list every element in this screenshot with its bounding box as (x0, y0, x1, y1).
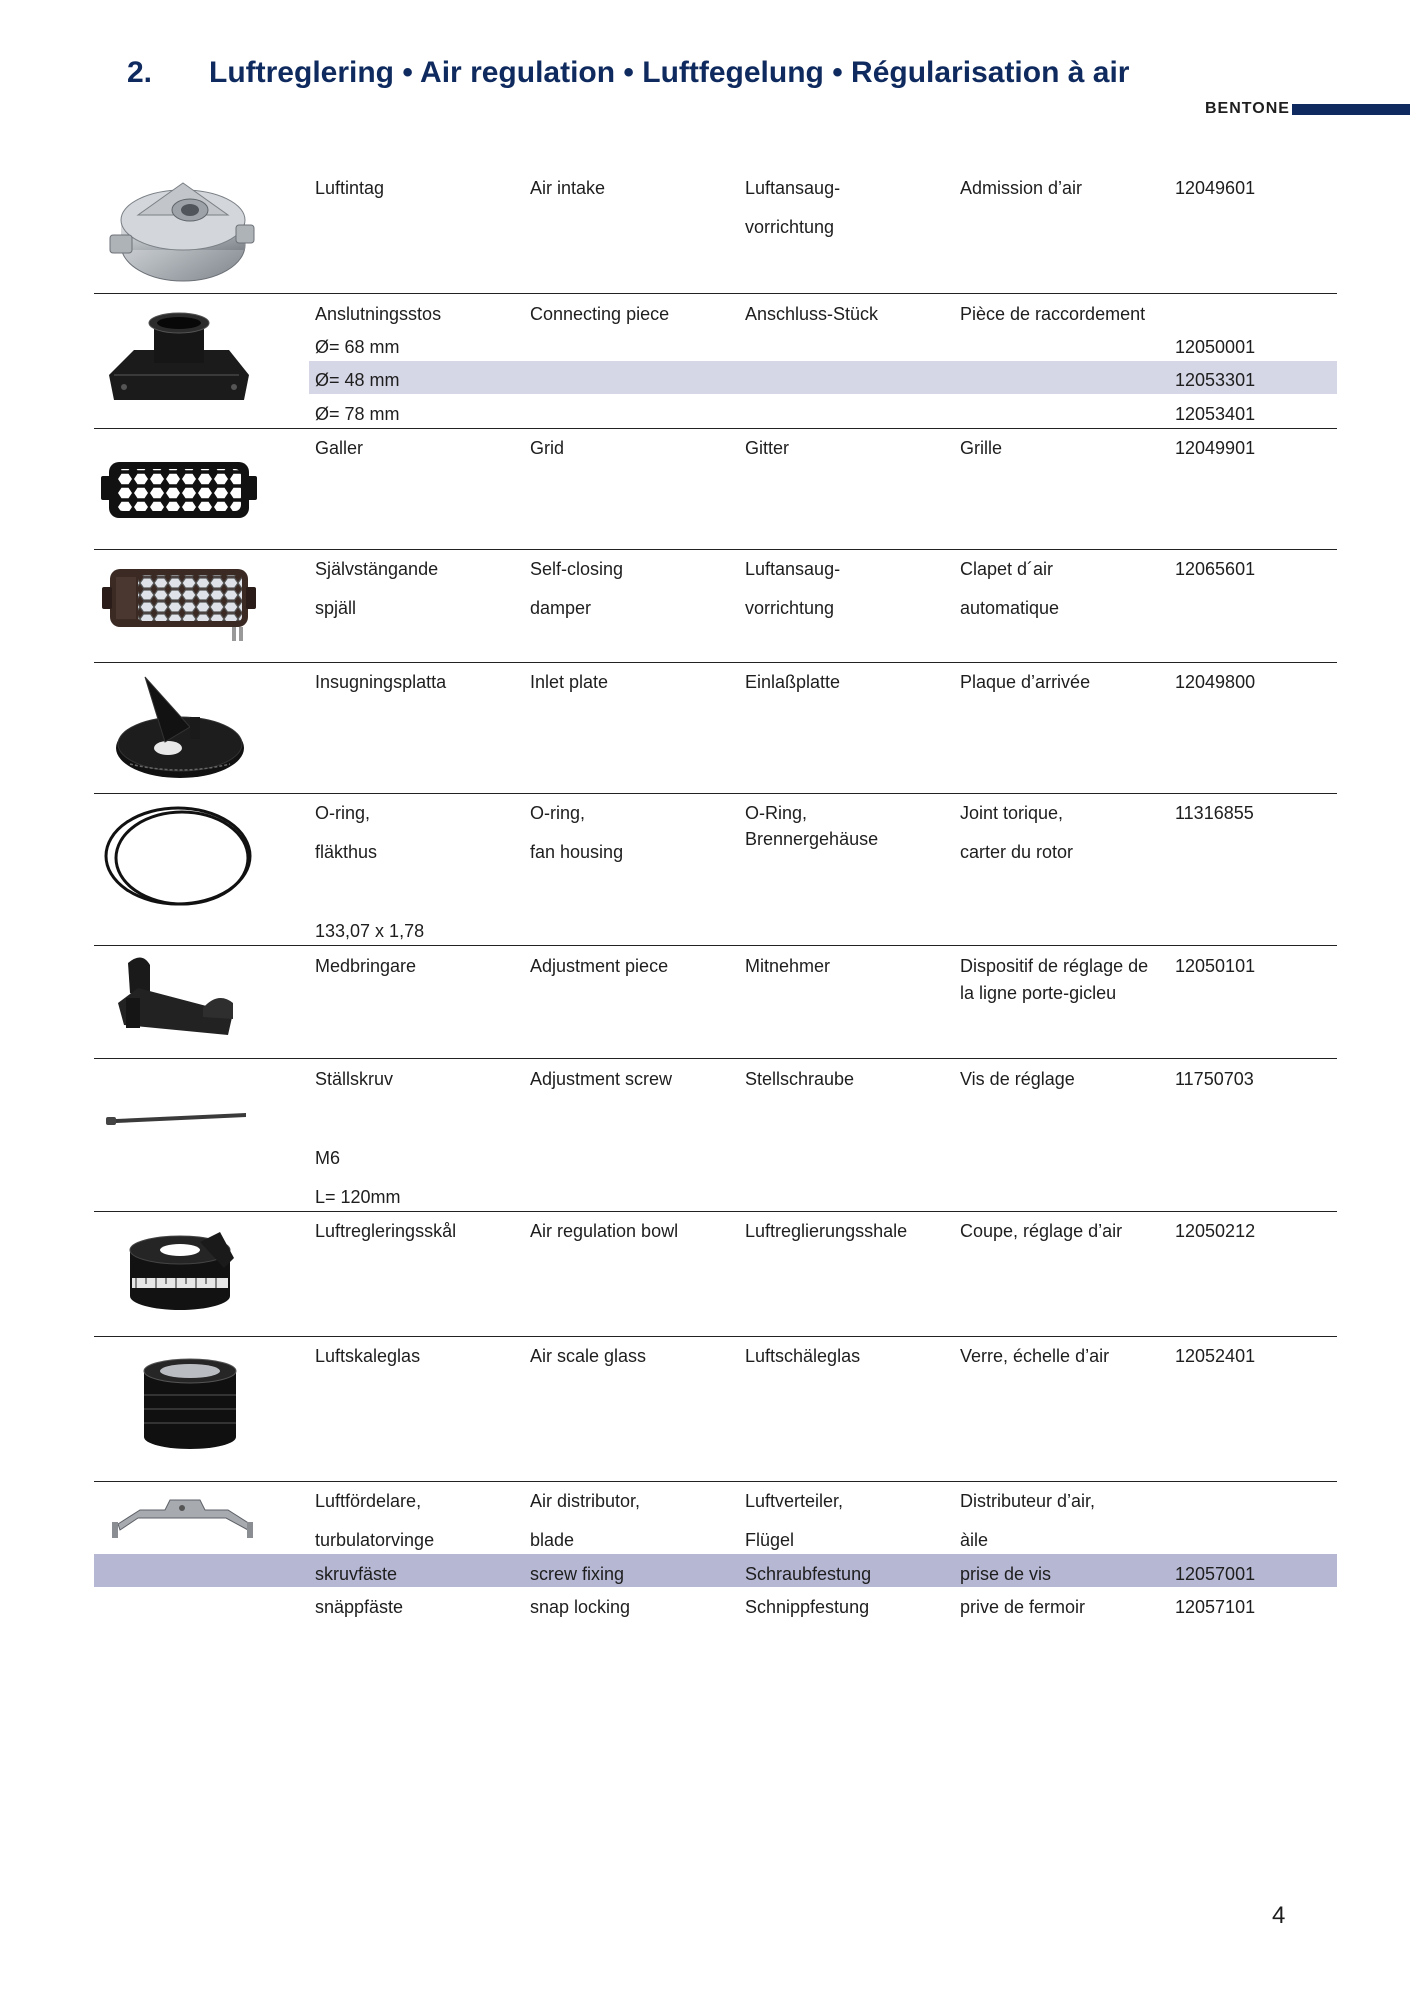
row-air-regulation-bowl-part-no: 12050212 (1175, 1221, 1256, 1241)
row-inlet-plate-fr: Plaque d’arrivée (960, 672, 1091, 692)
row-air-scale-glass-en: Air scale glass (530, 1346, 647, 1366)
row-air-regulation-bowl-en: Air regulation bowl (530, 1221, 679, 1241)
row-air-intake-de-1: Luftansaug- (745, 178, 841, 198)
row-air-scale-glass-part-no: 12052401 (1175, 1346, 1256, 1366)
connecting-piece-photo (104, 305, 254, 410)
row-damper-en-1: Self-closing (530, 559, 624, 579)
variant-part-no: 12057101 (1175, 1597, 1256, 1617)
air-scale-glass-photo (140, 1357, 240, 1453)
row-o-ring-en-1: O-ring, (530, 803, 586, 823)
row-divider (94, 293, 1337, 294)
row-adjustment-screw-sv: Ställskruv (315, 1069, 394, 1089)
row-grid-en: Grid (530, 438, 565, 458)
row-o-ring-fr-1: Joint torique, (960, 803, 1064, 823)
row-adjustment-piece-de: Mitnehmer (745, 956, 831, 976)
row-inlet-plate-sv: Insugningsplatta (315, 672, 447, 692)
variant-en: snap locking (530, 1597, 631, 1617)
variant-size: Ø= 78 mm (315, 404, 400, 424)
row-damper-part-no: 12065601 (1175, 559, 1256, 579)
row-adjustment-piece-fr-1: Dispositif de réglage de (960, 956, 1149, 976)
row-connecting-piece-en: Connecting piece (530, 304, 670, 324)
row-adjustment-piece-part-no: 12050101 (1175, 956, 1256, 976)
row-air-distributor-sv-1: Luftfördelare, (315, 1491, 422, 1511)
variant-highlight-band (94, 1554, 1337, 1587)
row-air-regulation-bowl-de: Luftreglierungsshale (745, 1221, 908, 1241)
row-o-ring-part-no: 11316855 (1175, 803, 1254, 823)
row-air-scale-glass-sv: Luftskaleglas (315, 1346, 421, 1366)
row-divider (94, 1481, 1337, 1482)
row-inlet-plate-part-no: 12049800 (1175, 672, 1256, 692)
variant-part-no: 12053401 (1175, 404, 1256, 424)
row-air-distributor-de-2: Flügel (745, 1530, 795, 1550)
row-adjustment-screw-fr: Vis de réglage (960, 1069, 1075, 1089)
row-adjustment-piece-sv: Medbringare (315, 956, 417, 976)
row-divider (94, 428, 1337, 429)
variant-fr: prive de fermoir (960, 1597, 1086, 1617)
row-connecting-piece-de: Anschluss-Stück (745, 304, 879, 324)
row-o-ring-fr-2: carter du rotor (960, 842, 1074, 862)
variant-size: Ø= 68 mm (315, 337, 400, 357)
row-divider (94, 1058, 1337, 1059)
row-damper-en-2: damper (530, 598, 592, 618)
row-air-intake-de-2: vorrichtung (745, 217, 835, 237)
inlet-plate-photo (110, 672, 250, 782)
row-o-ring-dimension: 133,07 x 1,78 (315, 921, 425, 941)
variant-fr: prise de vis (960, 1564, 1052, 1584)
row-damper-fr-2: automatique (960, 598, 1060, 618)
grid-photo (101, 458, 257, 522)
row-air-scale-glass-de: Luftschäleglas (745, 1346, 861, 1366)
row-adjustment-screw-en: Adjustment screw (530, 1069, 673, 1089)
adjustment-screw-photo (106, 1110, 250, 1130)
row-air-distributor-de-1: Luftverteiler, (745, 1491, 844, 1511)
row-air-distributor-fr-1: Distributeur d’air, (960, 1491, 1096, 1511)
row-adjustment-screw-spec-1: M6 (315, 1148, 341, 1168)
row-divider (94, 945, 1337, 946)
section-number: 2. (127, 56, 153, 89)
row-divider (94, 1211, 1337, 1212)
row-connecting-piece-fr: Pièce de raccordement (960, 304, 1146, 324)
row-damper-sv-2: spjäll (315, 598, 357, 618)
row-adjustment-screw-part-no: 11750703 (1175, 1069, 1254, 1089)
air-distributor-photo (110, 1492, 255, 1540)
row-adjustment-piece-fr-2: la ligne porte-gicleu (960, 983, 1117, 1003)
row-damper-sv-1: Självstängande (315, 559, 439, 579)
variant-sv: snäppfäste (315, 1597, 404, 1617)
variant-part-no: 12050001 (1175, 337, 1256, 357)
row-damper-fr-1: Clapet d´air (960, 559, 1054, 579)
row-grid-fr: Grille (960, 438, 1003, 458)
row-connecting-piece-sv: Anslutningsstos (315, 304, 442, 324)
air-regulation-bowl-photo (124, 1228, 236, 1314)
row-adjustment-screw-spec-2: L= 120mm (315, 1187, 401, 1207)
row-grid-de: Gitter (745, 438, 790, 458)
damper-photo (98, 565, 258, 645)
row-adjustment-piece-en: Adjustment piece (530, 956, 669, 976)
variant-de: Schnippfestung (745, 1597, 870, 1617)
row-inlet-plate-de: Einlaßplatte (745, 672, 841, 692)
row-grid-sv: Galler (315, 438, 364, 458)
row-air-scale-glass-fr: Verre, échelle d’air (960, 1346, 1110, 1366)
variant-size: Ø= 48 mm (315, 370, 400, 390)
row-air-intake-fr: Admission d’air (960, 178, 1083, 198)
row-damper-de-2: vorrichtung (745, 598, 835, 618)
row-inlet-plate-en: Inlet plate (530, 672, 609, 692)
row-adjustment-screw-de: Stellschraube (745, 1069, 855, 1089)
air-intake-photo (108, 175, 258, 290)
variant-en: screw fixing (530, 1564, 625, 1584)
variant-de: Schraubfestung (745, 1564, 872, 1584)
o-ring-photo (102, 803, 254, 909)
section-title (127, 56, 1129, 90)
row-o-ring-de-1: O-Ring, (745, 803, 808, 823)
row-o-ring-sv-1: O-ring, (315, 803, 371, 823)
row-o-ring-sv-2: fläkthus (315, 842, 378, 862)
row-air-intake-en: Air intake (530, 178, 606, 198)
row-air-intake-sv: Luftintag (315, 178, 385, 198)
row-air-intake-part-no: 12049601 (1175, 178, 1256, 198)
row-air-distributor-fr-2: àile (960, 1530, 989, 1550)
row-damper-de-1: Luftansaug- (745, 559, 841, 579)
row-air-distributor-en-2: blade (530, 1530, 575, 1550)
adjustment-piece-photo (108, 953, 243, 1045)
row-divider (94, 549, 1337, 550)
row-o-ring-en-2: fan housing (530, 842, 624, 862)
row-o-ring-de-2: Brennergehäuse (745, 829, 879, 849)
row-divider (94, 793, 1337, 794)
row-divider (94, 1336, 1337, 1337)
brand-logo: BENTONE (1205, 100, 1290, 117)
row-air-distributor-en-1: Air distributor, (530, 1491, 641, 1511)
section-title-text: Luftreglering • Air regulation • Luftfegelung • Régularisation à air (209, 56, 1130, 89)
row-grid-part-no: 12049901 (1175, 438, 1256, 458)
variant-sv: skruvfäste (315, 1564, 398, 1584)
variant-part-no: 12053301 (1175, 370, 1256, 390)
row-divider (94, 662, 1337, 663)
brand-bar (1292, 104, 1410, 115)
row-air-regulation-bowl-sv: Luftregleringsskål (315, 1221, 457, 1241)
row-air-regulation-bowl-fr: Coupe, réglage d’air (960, 1221, 1123, 1241)
page-number: 4 (1272, 1902, 1286, 1929)
row-air-distributor-sv-2: turbulatorvinge (315, 1530, 435, 1550)
variant-part-no: 12057001 (1175, 1564, 1256, 1584)
